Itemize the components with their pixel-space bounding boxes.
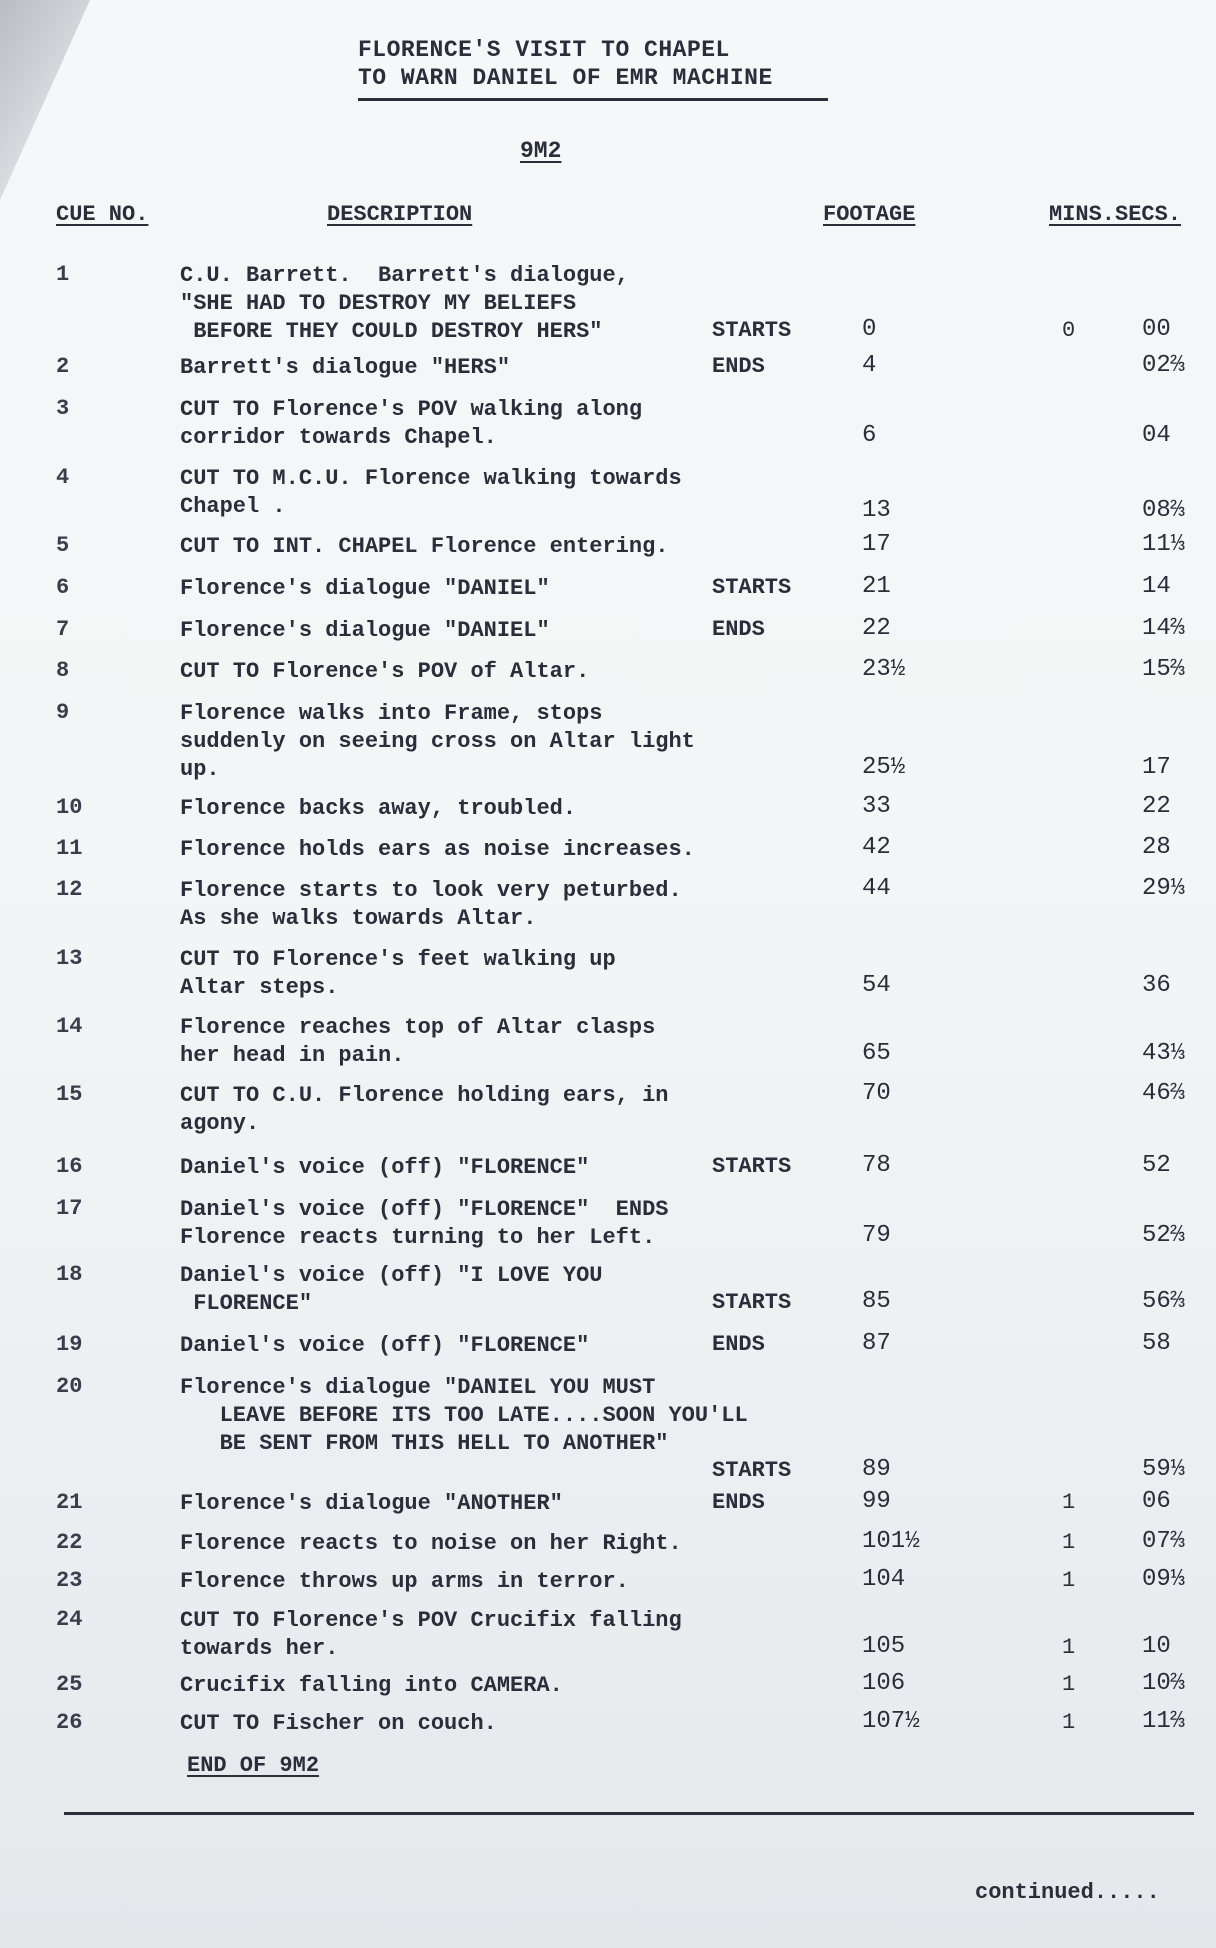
cue-description: Florence backs away, troubled.	[180, 796, 577, 821]
cue-description: Daniel's voice (off) "FLORENCE"	[180, 1155, 590, 1180]
cue-description: Florence's dialogue "DANIEL"	[180, 576, 550, 601]
cue-number: 16	[56, 1154, 83, 1179]
cue-footage: 42	[862, 834, 891, 861]
header-mins-secs: MINS.SECS.	[1049, 202, 1182, 227]
cue-number: 22	[56, 1530, 83, 1555]
cue-seconds: 04	[1142, 422, 1171, 449]
cue-number: 23	[56, 1568, 83, 1593]
cue-number: 14	[56, 1014, 83, 1039]
cue-number: 1	[56, 262, 70, 287]
cue-description: CUT TO C.U. Florence holding ears, in agony.	[180, 1083, 669, 1136]
cue-description: Florence throws up arms in terror.	[180, 1569, 629, 1594]
cue-footage: 107½	[862, 1708, 920, 1735]
cue-description: Florence's dialogue "DANIEL YOU MUST LEAVE BEFORE ITS TOO LATE....SOON YOU'LL BE SENT FROM THIS HELL TO ANOTHER"	[180, 1375, 748, 1456]
cue-marker: STARTS	[712, 575, 792, 600]
cue-seconds: 56⅔	[1142, 1288, 1186, 1315]
cue-footage: 54	[862, 972, 891, 999]
cue-footage: 65	[862, 1040, 891, 1067]
cue-seconds: 17	[1142, 754, 1171, 781]
cue-minutes: 1	[1062, 1490, 1076, 1515]
cue-description: CUT TO M.C.U. Florence walking towards Chapel .	[180, 466, 682, 519]
cue-seconds: 52	[1142, 1152, 1171, 1179]
cue-seconds: 08⅔	[1142, 497, 1186, 524]
cue-marker: ENDS	[712, 617, 765, 642]
header-description: DESCRIPTION	[327, 202, 473, 227]
cue-seconds: 11⅓	[1142, 531, 1186, 558]
cue-number: 17	[56, 1196, 83, 1221]
cue-description: Daniel's voice (off) "FLORENCE" ENDS Florence reacts turning to her Left.	[180, 1197, 669, 1250]
cue-description: Florence walks into Frame, stops suddenly on seeing cross on Altar light up.	[180, 701, 695, 782]
cue-description: Florence reaches top of Altar clasps her head in pain.	[180, 1015, 656, 1068]
cue-seconds: 09⅓	[1142, 1566, 1186, 1593]
cue-seconds: 14	[1142, 573, 1171, 600]
cue-seconds: 15⅔	[1142, 656, 1186, 683]
cue-seconds: 06	[1142, 1488, 1171, 1515]
cue-footage: 70	[862, 1080, 891, 1107]
cue-seconds: 07⅔	[1142, 1528, 1186, 1555]
cue-number: 5	[56, 533, 70, 558]
cue-footage: 6	[862, 422, 877, 449]
page-fold-shadow	[0, 0, 90, 200]
header-footage: FOOTAGE	[823, 202, 916, 227]
cue-number: 13	[56, 946, 83, 971]
cue-number: 4	[56, 465, 70, 490]
cue-footage: 13	[862, 497, 891, 524]
cue-footage: 0	[862, 316, 877, 343]
cue-marker: ENDS	[712, 354, 765, 379]
cue-description: C.U. Barrett. Barrett's dialogue, "SHE HAD TO DESTROY MY BELIEFS BEFORE THEY COULD DESTROY HERS"	[180, 263, 629, 344]
cue-seconds: 59⅓	[1142, 1456, 1186, 1483]
cue-number: 10	[56, 795, 83, 820]
cue-marker: STARTS	[712, 318, 792, 343]
cue-description: Crucifix falling into CAMERA.	[180, 1673, 563, 1698]
cue-description: Florence holds ears as noise increases.	[180, 837, 695, 862]
cue-seconds: 10⅔	[1142, 1670, 1186, 1697]
title-line-2: TO WARN DANIEL OF EMR MACHINE	[358, 65, 773, 91]
cue-description: Florence reacts to noise on her Right.	[180, 1531, 682, 1556]
cue-number: 3	[56, 396, 70, 421]
cue-footage: 105	[862, 1633, 906, 1660]
title-underline	[358, 98, 828, 101]
cue-footage: 106	[862, 1670, 906, 1697]
bottom-rule	[64, 1812, 1194, 1815]
cue-number: 26	[56, 1710, 83, 1735]
cue-footage: 23½	[862, 656, 906, 683]
cue-footage: 85	[862, 1288, 891, 1315]
cue-footage: 44	[862, 875, 891, 902]
cue-description: Daniel's voice (off) "FLORENCE"	[180, 1333, 590, 1358]
cue-description: CUT TO Florence's POV Crucifix falling towards her.	[180, 1608, 682, 1661]
end-label: END OF 9M2	[187, 1753, 320, 1778]
cue-seconds: 58	[1142, 1330, 1171, 1357]
cue-seconds: 36	[1142, 972, 1171, 999]
cue-seconds: 52⅔	[1142, 1222, 1186, 1249]
cue-number: 6	[56, 575, 70, 600]
cue-minutes: 1	[1062, 1568, 1076, 1593]
cue-number: 15	[56, 1082, 83, 1107]
cue-seconds: 11⅔	[1142, 1708, 1186, 1735]
cue-number: 20	[56, 1374, 83, 1399]
cue-marker: ENDS	[712, 1490, 765, 1515]
cue-marker: STARTS	[712, 1154, 792, 1179]
cue-footage: 87	[862, 1330, 891, 1357]
cue-seconds: 43⅓	[1142, 1040, 1186, 1067]
cue-seconds: 28	[1142, 834, 1171, 861]
cue-seconds: 10	[1142, 1633, 1171, 1660]
cue-description: Florence's dialogue "DANIEL"	[180, 618, 550, 643]
cue-footage: 21	[862, 573, 891, 600]
cue-minutes: 1	[1062, 1710, 1076, 1735]
cue-description: Daniel's voice (off) "I LOVE YOU FLORENCE"	[180, 1263, 603, 1316]
cue-footage: 25½	[862, 754, 906, 781]
cue-seconds: 22	[1142, 793, 1171, 820]
cue-marker: STARTS	[712, 1290, 792, 1315]
header-cue-no: CUE NO.	[56, 202, 149, 227]
cue-number: 21	[56, 1490, 83, 1515]
cue-number: 9	[56, 700, 70, 725]
cue-footage: 104	[862, 1566, 906, 1593]
cue-number: 7	[56, 617, 70, 642]
cue-number: 24	[56, 1607, 83, 1632]
cue-footage: 22	[862, 615, 891, 642]
cue-description: CUT TO Florence's feet walking up Altar steps.	[180, 947, 616, 1000]
cue-description: Florence's dialogue "ANOTHER"	[180, 1491, 563, 1516]
cue-description: CUT TO Florence's POV of Altar.	[180, 659, 590, 684]
cue-number: 19	[56, 1332, 83, 1357]
cue-number: 12	[56, 877, 83, 902]
cue-footage: 33	[862, 793, 891, 820]
cue-seconds: 02⅔	[1142, 352, 1186, 379]
cue-seconds: 00	[1142, 316, 1171, 343]
title-line-1: FLORENCE'S VISIT TO CHAPEL	[358, 37, 730, 63]
cue-marker: ENDS	[712, 1332, 765, 1357]
cue-footage: 4	[862, 352, 877, 379]
cue-number: 2	[56, 354, 70, 379]
cue-minutes: 1	[1062, 1635, 1076, 1660]
cue-description: Barrett's dialogue "HERS"	[180, 355, 511, 380]
cue-footage: 78	[862, 1152, 891, 1179]
cue-number: 8	[56, 658, 70, 683]
cue-description: Florence starts to look very peturbed. As she walks towards Altar.	[180, 878, 682, 931]
cue-number: 11	[56, 836, 83, 861]
cue-minutes: 0	[1062, 318, 1076, 343]
cue-number: 25	[56, 1672, 83, 1697]
reel-code: 9M2	[520, 138, 562, 164]
cue-number: 18	[56, 1262, 83, 1287]
cue-footage: 17	[862, 531, 891, 558]
document-title	[358, 36, 773, 92]
cue-footage: 99	[862, 1488, 891, 1515]
cue-seconds: 29⅓	[1142, 875, 1186, 902]
cue-minutes: 1	[1062, 1530, 1076, 1555]
cue-description: CUT TO INT. CHAPEL Florence entering.	[180, 534, 669, 559]
cue-marker: STARTS	[712, 1458, 792, 1483]
continued-label: continued.....	[975, 1880, 1160, 1905]
cue-minutes: 1	[1062, 1672, 1076, 1697]
cue-seconds: 46⅔	[1142, 1080, 1186, 1107]
cue-footage: 89	[862, 1456, 891, 1483]
cue-seconds: 14⅔	[1142, 615, 1186, 642]
cue-footage: 79	[862, 1222, 891, 1249]
cue-footage: 101½	[862, 1528, 920, 1555]
cue-description: CUT TO Florence's POV walking along corridor towards Chapel.	[180, 397, 643, 450]
cue-description: CUT TO Fischer on couch.	[180, 1711, 497, 1736]
